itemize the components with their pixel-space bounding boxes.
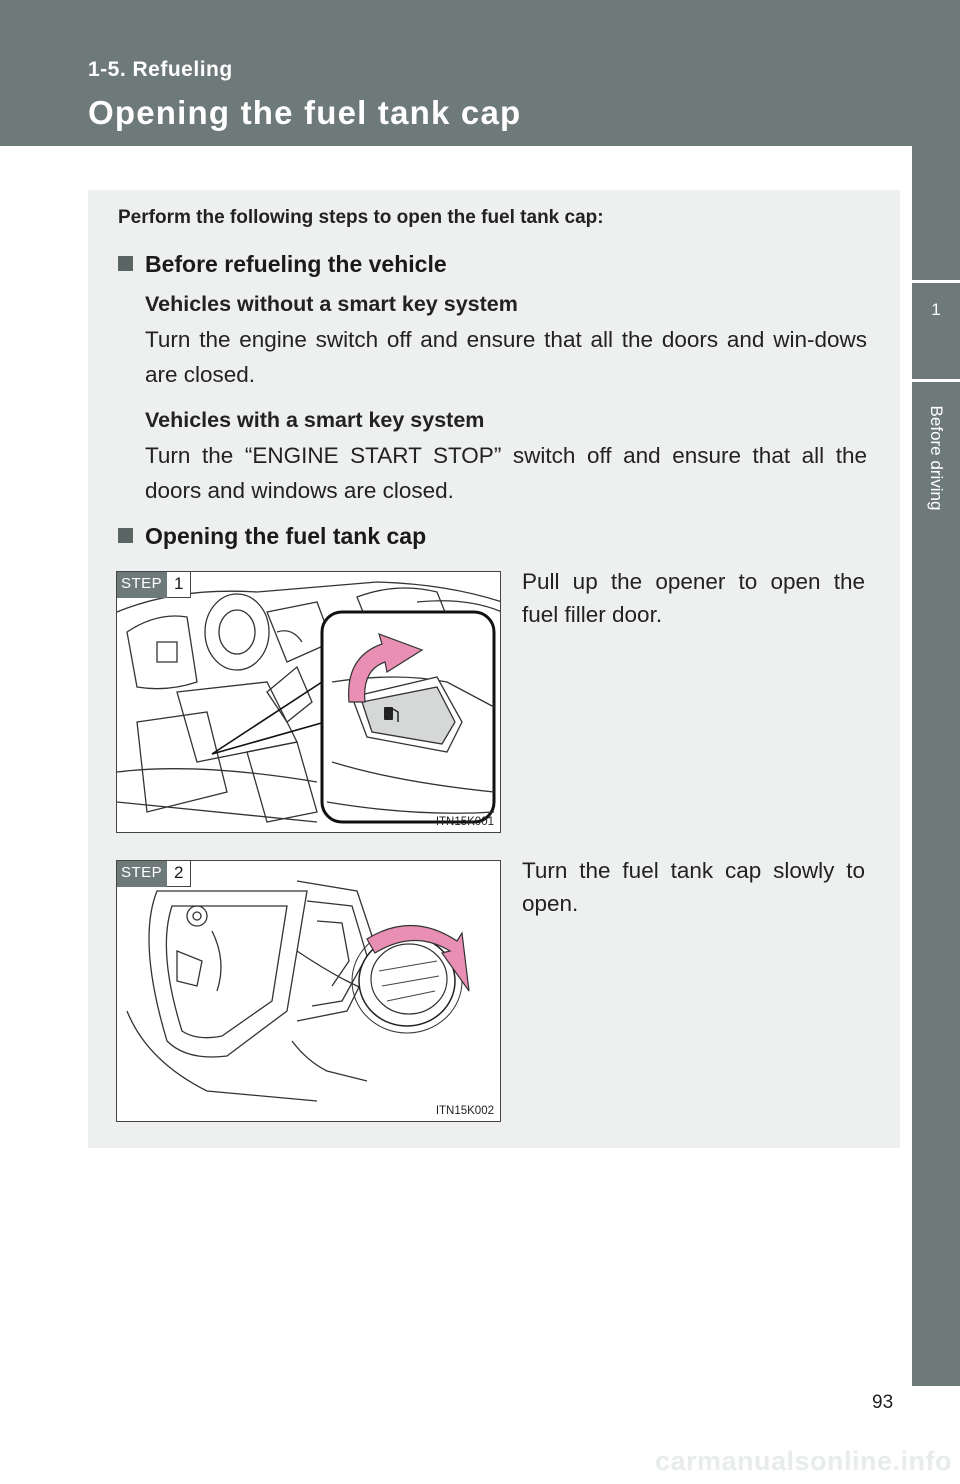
step-badge — [117, 861, 191, 887]
chapter-label-box — [912, 380, 960, 540]
section-heading-label: Before refueling the vehicle — [145, 251, 447, 277]
section-number: 1-5. Refueling — [88, 58, 233, 81]
figure-code: ITN15K002 — [435, 1105, 494, 1117]
step-badge-number: 1 — [167, 572, 191, 598]
intro-text: Perform the following steps to open the fuel tank cap: — [118, 207, 604, 228]
step-badge-label: STEP — [117, 572, 167, 598]
step-badge-label: STEP — [117, 861, 167, 887]
figure-code: ITN15K001 — [435, 816, 494, 828]
step-badge — [117, 572, 191, 598]
section-heading-before-refueling — [118, 251, 447, 278]
section-heading-label: Opening the fuel tank cap — [145, 523, 427, 549]
car-interior-illustration — [117, 572, 501, 833]
figure-step-1 — [116, 571, 501, 833]
paragraph-with-smart-key: Turn the “ENGINE START STOP” switch off and ensure that all the doors and windows are closed. — [145, 443, 867, 503]
step-2-text: Turn the fuel tank cap slowly to open. — [522, 858, 865, 916]
square-bullet-icon — [118, 256, 133, 271]
page-title: Opening the fuel tank cap — [88, 94, 522, 131]
section-heading-opening-cap — [118, 523, 426, 550]
watermark: carmanualsonline.info — [654, 1446, 952, 1476]
chapter-number-box — [912, 280, 960, 382]
step-1-text: Pull up the opener to open the fuel filler door. — [522, 569, 865, 627]
page-header — [0, 0, 960, 146]
subheading-with-smart-key: Vehicles with a smart key system — [145, 408, 485, 432]
fuel-door-illustration — [117, 861, 501, 1122]
step-badge-number: 2 — [167, 861, 191, 887]
square-bullet-icon — [118, 528, 133, 543]
page-number: 93 — [872, 1392, 894, 1413]
subheading-without-smart-key: Vehicles without a smart key system — [145, 292, 518, 316]
figure-step-2 — [116, 860, 501, 1122]
paragraph-without-smart-key: Turn the engine switch off and ensure that all the doors and win-dows are closed. — [145, 327, 867, 387]
chapter-label: Before driving — [927, 405, 946, 511]
chapter-number: 1 — [931, 300, 941, 319]
